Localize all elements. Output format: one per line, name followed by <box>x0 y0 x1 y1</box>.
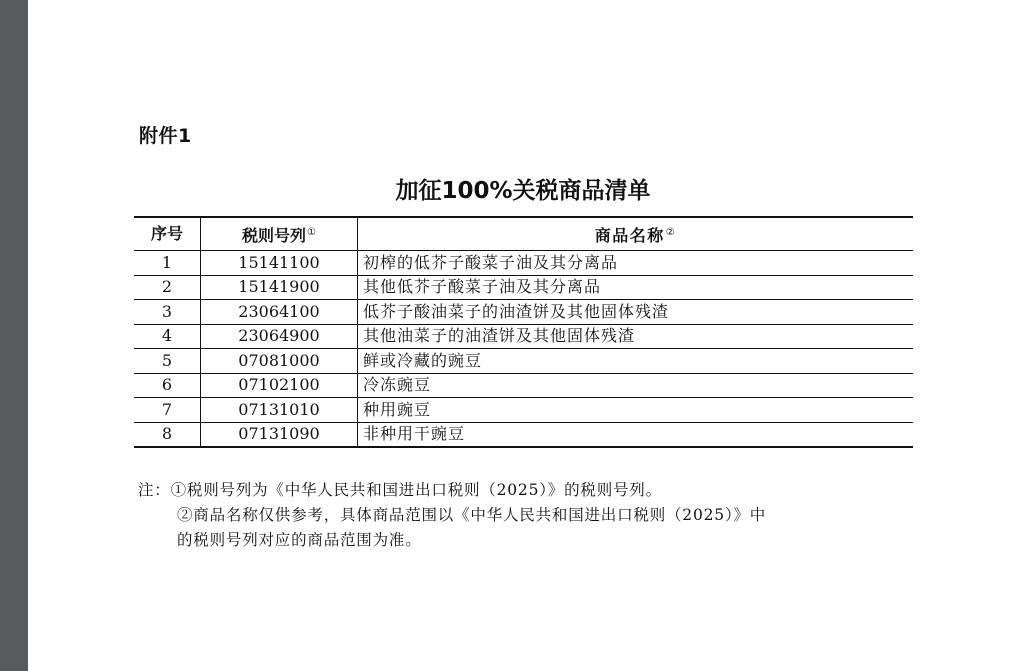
table-row <box>134 349 913 374</box>
table-row <box>134 422 913 447</box>
cell-code: 07131090 <box>201 422 358 447</box>
cell-name: 冷冻豌豆 <box>358 373 914 398</box>
table-row <box>134 398 913 423</box>
cell-no: 8 <box>134 422 201 447</box>
note-1-text: ①税则号列为《中华人民共和国进出口税则（2025）》的税则号列。 <box>170 481 662 499</box>
cell-no: 2 <box>134 275 201 300</box>
cell-no: 6 <box>134 373 201 398</box>
cell-code: 23064900 <box>201 324 358 349</box>
cell-no: 5 <box>134 349 201 374</box>
cell-no: 1 <box>134 251 201 276</box>
cell-name: 其他油菜子的油渣饼及其他固体残渣 <box>358 324 914 349</box>
goods-table <box>134 216 913 448</box>
viewer-side-bar <box>0 0 28 671</box>
cell-code: 07102100 <box>201 373 358 398</box>
header-no: 序号 <box>134 217 201 251</box>
cell-no: 7 <box>134 398 201 423</box>
cell-name: 鲜或冷藏的豌豆 <box>358 349 914 374</box>
cell-code: 15141100 <box>201 251 358 276</box>
cell-no: 4 <box>134 324 201 349</box>
note-2-line-1: ②商品名称仅供参考，具体商品范围以《中华人民共和国进出口税则（2025）》中 <box>177 506 767 524</box>
note-2-line-2: 的税则号列对应的商品范围为准。 <box>177 531 422 549</box>
table-row <box>134 300 913 325</box>
table-row <box>134 275 913 300</box>
page-title: 加征100%关税商品清单 <box>395 178 651 204</box>
cell-code: 23064100 <box>201 300 358 325</box>
cell-name: 其他低芥子酸菜子油及其分离品 <box>358 275 914 300</box>
note-1 <box>138 478 928 503</box>
attachment-label: 附件1 <box>139 125 192 147</box>
cell-name: 种用豌豆 <box>358 398 914 423</box>
table-header-row <box>134 217 913 251</box>
table-row <box>134 251 913 276</box>
table-row <box>134 324 913 349</box>
cell-name: 非种用干豌豆 <box>358 422 914 447</box>
cell-code: 15141900 <box>201 275 358 300</box>
footnote-mark-2: ② <box>665 226 677 238</box>
header-code: 税则号列① <box>201 217 358 251</box>
table-row <box>134 373 913 398</box>
cell-code: 07131010 <box>201 398 358 423</box>
header-name: 商品名称② <box>358 217 914 251</box>
cell-no: 3 <box>134 300 201 325</box>
notes-prefix: 注： <box>138 481 171 499</box>
notes <box>138 478 928 553</box>
cell-name: 初榨的低芥子酸菜子油及其分离品 <box>358 251 914 276</box>
footnote-mark-1: ① <box>307 226 316 238</box>
cell-code: 07081000 <box>201 349 358 374</box>
document-page <box>28 0 1016 671</box>
cell-name: 低芥子酸油菜子的油渣饼及其他固体残渣 <box>358 300 914 325</box>
